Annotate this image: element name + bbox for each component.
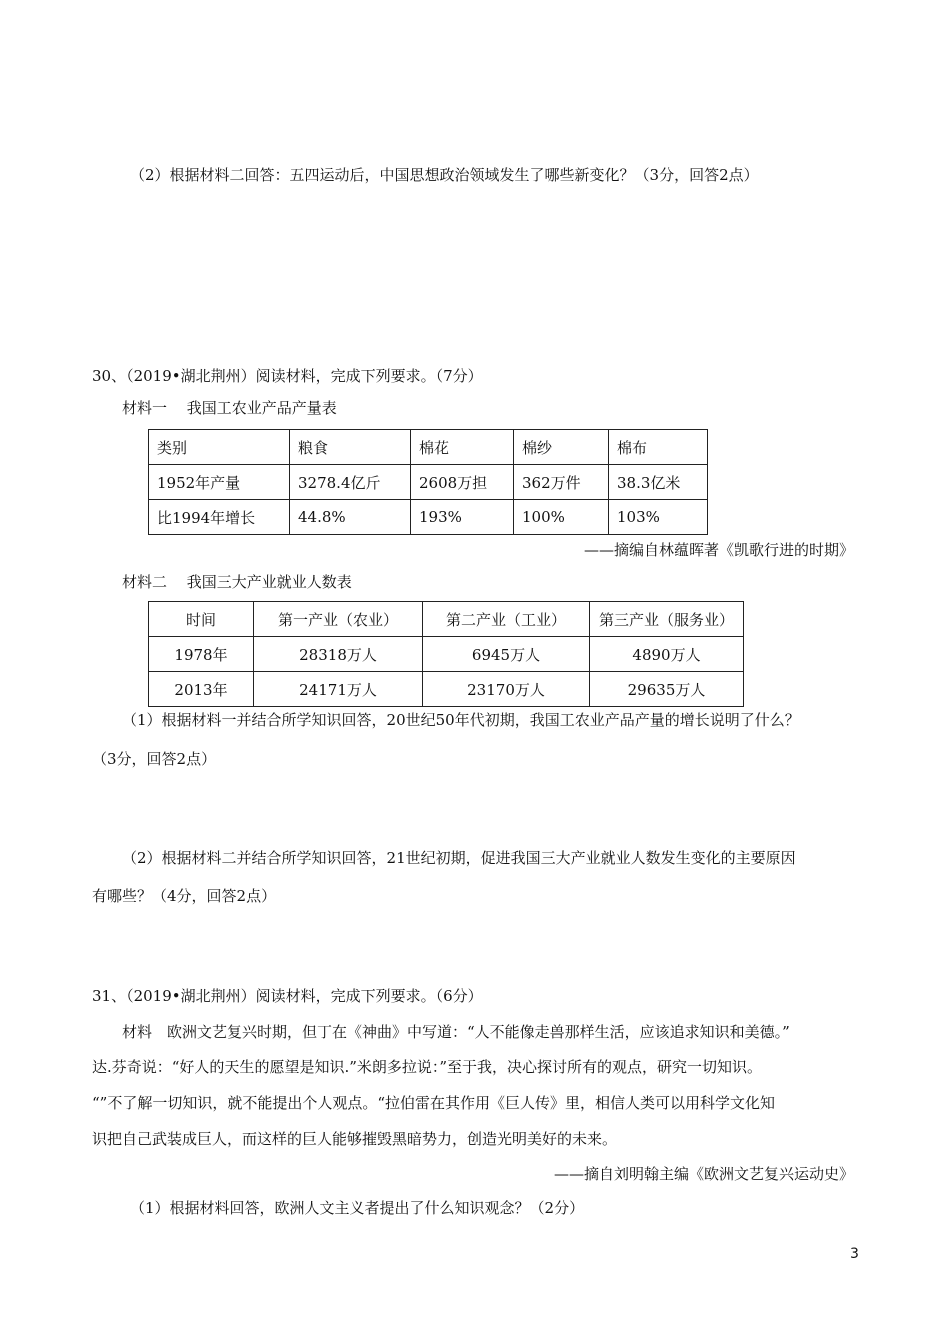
table-cell: 28318万人 xyxy=(254,637,423,672)
material-paragraph: 达.芬奇说：“好人的天生的愿望是知识.”米朗多拉说：”至于我，决心探讨所有的观点，研究一切知识。 xyxy=(92,1058,763,1076)
source-citation-2: ——摘自刘明翰主编《欧洲文艺复兴运动史》 xyxy=(553,1165,854,1183)
table-cell: 103% xyxy=(609,500,708,535)
table-cell: 38.3亿米 xyxy=(609,465,708,500)
table-row xyxy=(149,465,708,500)
table-cell: 100% xyxy=(514,500,609,535)
material-paragraph: 识把自己武装成巨人，而这样的巨人能够摧毁黑暗势力，创造光明美好的未来。 xyxy=(92,1130,618,1148)
question-30-title: 30、（2019•湖北荆州）阅读材料，完成下列要求。（7分） xyxy=(92,367,483,385)
production-table xyxy=(148,429,708,535)
question-31-title: 31、（2019•湖北荆州）阅读材料，完成下列要求。（6分） xyxy=(92,987,483,1005)
source-citation-1: ——摘编自林蕴晖著《凯歌行进的时期》 xyxy=(583,541,854,559)
question-29-2: （2）根据材料二回答：五四运动后，中国思想政治领域发生了哪些新变化？（3分，回答2点） xyxy=(130,166,759,184)
material-paragraph: “”不了解一切知识，就不能提出个人观点。“拉伯雷在其作用《巨人传》里，相信人类可以用科学文化知 xyxy=(92,1094,776,1112)
table-cell: 棉花 xyxy=(411,430,514,465)
table-cell: 29635万人 xyxy=(590,672,744,707)
table-row xyxy=(149,637,744,672)
table-cell: 2013年 xyxy=(149,672,254,707)
material-paragraph: 材料 欧洲文艺复兴时期，但丁在《神曲》中写道：“人不能像走兽那样生活，应该追求知识和美德。” xyxy=(122,1023,790,1041)
table-cell: 193% xyxy=(411,500,514,535)
question-30-2-cont: 有哪些？（4分，回答2点） xyxy=(92,887,277,905)
table-cell: 3278.4亿斤 xyxy=(290,465,411,500)
table-cell: 棉纱 xyxy=(514,430,609,465)
employment-table xyxy=(148,601,744,707)
table-row xyxy=(149,672,744,707)
material-2-title: 材料二 我国三大产业就业人数表 xyxy=(122,573,352,591)
table-cell: 44.8% xyxy=(290,500,411,535)
table-cell: 23170万人 xyxy=(423,672,590,707)
table-cell: 粮食 xyxy=(290,430,411,465)
question-31-1: （1）根据材料回答，欧洲人文主义者提出了什么知识观念？（2分） xyxy=(130,1199,585,1217)
table-cell: 类别 xyxy=(149,430,290,465)
table-cell: 6945万人 xyxy=(423,637,590,672)
table-cell: 第三产业（服务业） xyxy=(590,602,744,637)
table-cell: 第二产业（工业） xyxy=(423,602,590,637)
table-row xyxy=(149,500,708,535)
page-number: 3 xyxy=(850,1246,859,1262)
table-cell: 1952年产量 xyxy=(149,465,290,500)
table-cell: 1978年 xyxy=(149,637,254,672)
table-cell: 362万件 xyxy=(514,465,609,500)
material-1-title: 材料一 我国工农业产品产量表 xyxy=(122,399,337,417)
table-row xyxy=(149,430,708,465)
table-cell: 4890万人 xyxy=(590,637,744,672)
table-row xyxy=(149,602,744,637)
table-cell: 时间 xyxy=(149,602,254,637)
question-30-1: （1）根据材料一并结合所学知识回答，20世纪50年代初期，我国工农业产品产量的增长说明了什么？ xyxy=(122,711,800,729)
table-cell: 第一产业（农业） xyxy=(254,602,423,637)
question-30-1-score: （3分，回答2点） xyxy=(92,750,217,768)
table-cell: 比1994年增长 xyxy=(149,500,290,535)
table-cell: 2608万担 xyxy=(411,465,514,500)
table-cell: 24171万人 xyxy=(254,672,423,707)
question-30-2: （2）根据材料二并结合所学知识回答，21世纪初期，促进我国三大产业就业人数发生变化的主要原因 xyxy=(122,849,796,867)
table-cell: 棉布 xyxy=(609,430,708,465)
